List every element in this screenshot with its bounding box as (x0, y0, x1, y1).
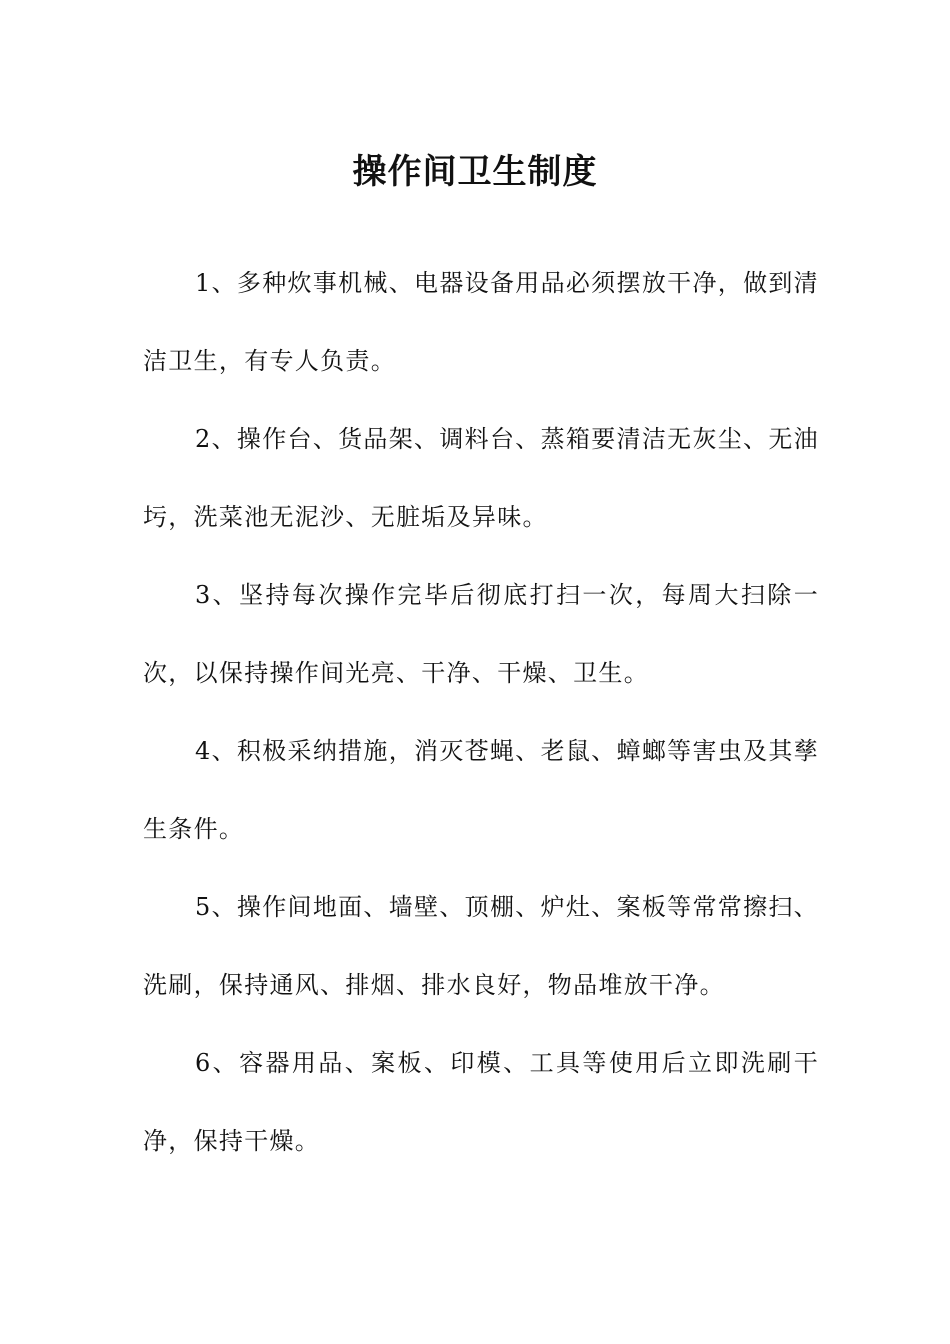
document-title: 操作间卫生制度 (352, 151, 598, 192)
rule-paragraph-1: 1、多种炊事机械、电器设备用品必须摆放干净，做到清洁卫生，有专人负责。 (143, 269, 819, 375)
document-body (143, 244, 819, 1180)
rule-paragraph-4: 4、积极采纳措施，消灭苍蝇、老鼠、蟑螂等害虫及其孳生条件。 (143, 737, 819, 843)
rule-paragraph-5: 5、操作间地面、墙壁、顶棚、炉灶、案板等常常擦扫、洗刷，保持通风、排烟、排水良好，物品堆放干净。 (143, 893, 819, 999)
rule-paragraph-3: 3、坚持每次操作完毕后彻底打扫一次，每周大扫除一次，以保持操作间光亮、干净、干燥、卫生。 (143, 581, 819, 687)
rule-paragraph-2: 2、操作台、货品架、调料台、蒸箱要清洁无灰尘、无油圬，洗菜池无泥沙、无脏垢及异味。 (143, 425, 819, 531)
rule-paragraph-6: 6、容器用品、案板、印模、工具等使用后立即洗刷干净，保持干燥。 (143, 1049, 819, 1155)
